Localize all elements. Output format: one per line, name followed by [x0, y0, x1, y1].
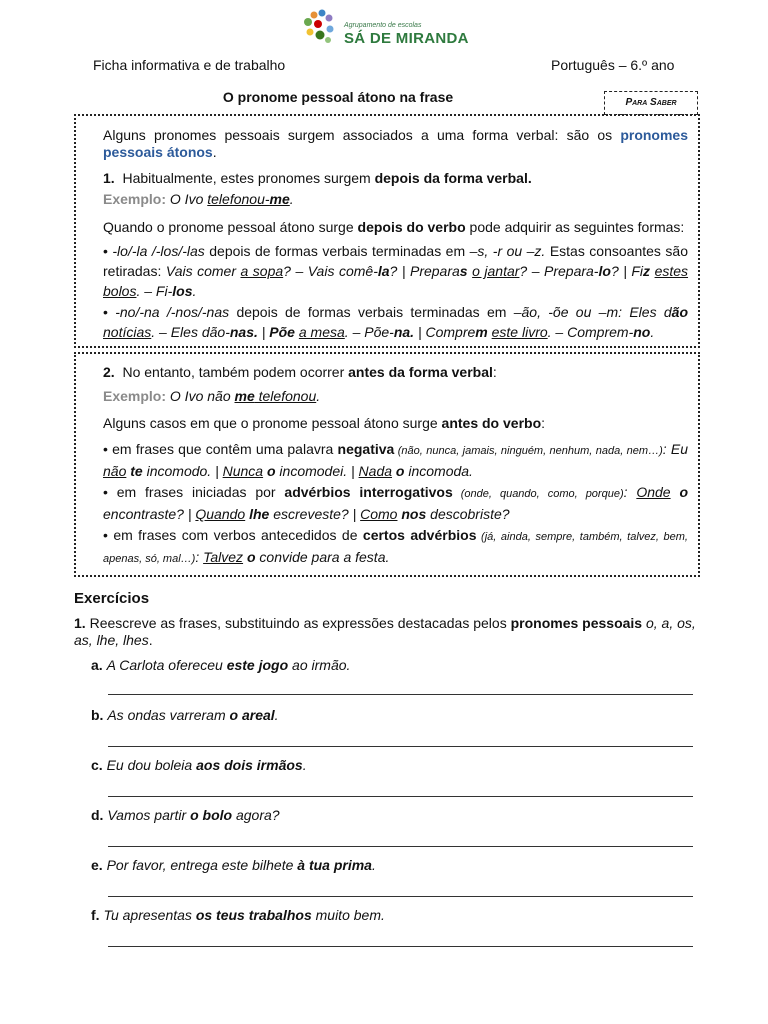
point-1: 1. Habitualmente, estes pronomes surgem depois da forma verbal.	[103, 170, 532, 186]
exercises-heading: Exercícios	[74, 590, 150, 607]
para-saber-badge: Para Saber	[604, 91, 698, 115]
worksheet-type: Ficha informativa e de trabalho	[93, 57, 286, 73]
cases-intro: Alguns casos em que o pronome pessoal átono surge antes do verbo:	[103, 415, 546, 431]
intro-paragraph: Alguns pronomes pessoais surgem associados a uma forma verbal: são os pronomes pessoais átonos.	[103, 127, 688, 160]
bullet-lo-la: • -lo/-la /-los/-las depois de formas verbais terminadas em –s, -r ou –z. Estas consoantes são retiradas: Vais comer a sopa? – Vais comê-la? | Preparas o jantar? – Prepara-lo? | Fiz estes bolos. – Fi-los.	[103, 243, 689, 299]
subject-grade: Português – 6.º ano	[551, 57, 675, 73]
answer-line-f[interactable]	[108, 946, 693, 947]
bullet-interrogative: • em frases iniciadas por advérbios interrogativos (onde, quando, como, porque): Onde o encontraste? | Quando lhe escreveste? | Como nos descobriste?	[103, 484, 688, 522]
answer-line-d[interactable]	[108, 846, 693, 847]
exercise-question: 1. Reescreve as frases, substituindo as expressões destacadas pelos pronomes pessoais o, a, os, as, lhe, lhes.	[74, 615, 696, 648]
exercise-item-c: c. Eu dou boleia aos dois irmãos.	[91, 757, 307, 773]
bullet-no-na: • -no/-na /-nos/-nas depois de formas verbais terminadas em –ão, -õe ou –m: Eles dão notícias. – Eles dão-nas. | Põe a mesa. – Põe-na. | Comprem este livro. – Comprem-no.	[103, 304, 689, 340]
exercise-item-f: f. Tu apresentas os teus trabalhos muito bem.	[91, 907, 385, 923]
example-2: Exemplo: O Ivo não me telefonou.	[103, 388, 321, 404]
answer-line-b[interactable]	[108, 746, 693, 747]
point-2: 2. No entanto, também podem ocorrer antes da forma verbal:	[103, 364, 497, 380]
exercise-item-e: e. Por favor, entrega este bilhete à tua prima.	[91, 857, 376, 873]
bullet-negative: • em frases que contêm uma palavra negativa (não, nunca, jamais, ninguém, nenhum, nada, nem…): Eu não te incomodo. | Nunca o incomodei. | Nada o incomoda.	[103, 441, 688, 479]
exercise-item-b: b. As ondas varreram o areal.	[91, 707, 279, 723]
exercise-item-a: a. A Carlota ofereceu este jogo ao irmão.	[91, 657, 351, 673]
school-logo	[300, 8, 469, 50]
logo-dots-icon	[300, 8, 340, 48]
exercise-item-d: d. Vamos partir o bolo agora?	[91, 807, 280, 823]
forms-intro: Quando o pronome pessoal átono surge depois do verbo pode adquirir as seguintes formas:	[103, 219, 685, 235]
answer-line-a[interactable]	[108, 694, 693, 695]
example-1: Exemplo: O Ivo telefonou-me.	[103, 191, 294, 207]
logo-title: SÁ DE MIRANDA	[344, 30, 469, 47]
bullet-adverbs: • em frases com verbos antecedidos de certos advérbios (já, ainda, sempre, também, talvez, bem, apenas, só, mal…): Talvez o convide para a festa.	[103, 527, 688, 565]
answer-line-c[interactable]	[108, 796, 693, 797]
logo-subtitle: Agrupamento de escolas	[344, 22, 422, 29]
answer-line-e[interactable]	[108, 896, 693, 897]
page-title: O pronome pessoal átono na frase	[222, 89, 454, 105]
